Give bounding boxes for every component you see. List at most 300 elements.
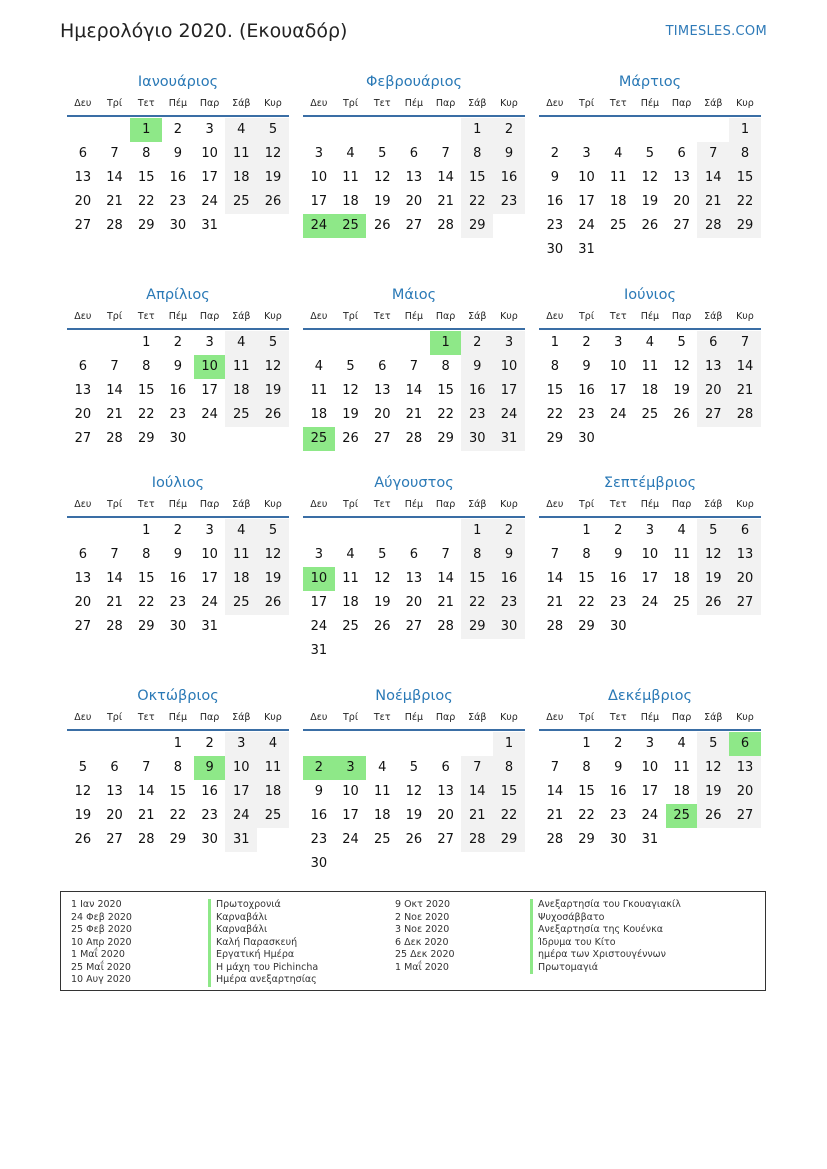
day-cell: 12 [405,784,423,799]
day-cell: 27 [405,218,423,233]
day-cell: 26 [257,403,289,427]
day-cell: 20 [74,595,92,610]
day-cell: 5 [78,760,87,775]
empty-cell [130,732,162,756]
day-cell: 21 [106,407,123,422]
day-cell: 4 [314,359,323,374]
day-cell: 11 [609,170,627,185]
day-cell: 4 [257,732,289,756]
legend-holiday-name: Καρναβάλι [208,924,318,937]
day-cell: 13 [697,355,729,379]
day-cell: 25 [303,427,335,451]
empty-cell [493,214,525,238]
empty-cell [398,852,430,876]
month-name: Νοέμβριος [375,688,453,704]
day-cell: 3 [582,146,591,161]
day-cell: 2 [461,331,493,355]
weekday-label: Παρ [435,311,456,322]
day-grid [303,331,525,451]
day-cell: 16 [461,379,493,403]
day-cell: 29 [437,431,454,446]
day-cell: 17 [641,571,659,586]
day-cell: 1 [142,335,151,350]
day-cell: 10 [201,146,218,161]
day-cell: 27 [405,619,423,634]
day-cell: 19 [257,166,289,190]
day-cell: 5 [257,331,289,355]
empty-cell [398,331,430,355]
day-cell: 12 [641,170,659,185]
empty-cell [634,238,666,262]
day-cell: 6 [677,146,686,161]
day-cell: 21 [106,595,123,610]
day-cell: 3 [645,523,655,538]
legend-names-left [208,899,318,987]
day-cell: 27 [729,591,761,615]
day-cell: 13 [74,170,92,185]
legend-dates-left [71,899,132,987]
day-cell: 23 [169,194,187,209]
month-name: Αύγουστος [374,475,454,491]
day-cell: 12 [697,543,729,567]
day-cell: 26 [74,832,92,847]
day-cell: 12 [697,756,729,780]
day-cell: 30 [609,619,627,634]
day-cell: 2 [173,523,183,538]
day-cell: 16 [493,567,525,591]
day-cell: 26 [697,591,729,615]
day-cell: 5 [697,519,729,543]
weekday-label: Κυρ [500,311,518,322]
empty-cell [602,238,634,262]
day-cell: 5 [645,146,655,161]
day-cell: 11 [225,543,257,567]
day-cell: 28 [137,832,155,847]
day-cell: 14 [546,571,564,586]
weekday-label: Πέμ [640,499,660,510]
weekday-label: Παρ [671,712,692,723]
empty-cell [335,639,367,663]
day-cell: 28 [697,214,729,238]
day-cell: 16 [169,571,187,586]
day-cell: 13 [437,784,454,799]
day-cell: 30 [493,615,525,639]
day-cell: 14 [437,170,454,185]
day-cell: 8 [142,146,151,161]
day-cell: 28 [729,403,761,427]
day-grid [67,519,289,639]
weekday-label: Τετ [137,499,155,510]
day-cell: 7 [550,547,559,562]
day-cell: 28 [461,828,493,852]
day-cell: 1 [729,118,761,142]
weekday-header [539,93,761,117]
weekday-label: Πέμ [404,499,424,510]
legend-date: 1 Ιαν 2020 [71,899,122,910]
day-cell: 29 [137,619,155,634]
empty-cell [634,118,666,142]
day-cell: 4 [677,736,686,751]
weekday-label: Σάβ [232,98,251,109]
day-cell: 22 [137,595,155,610]
day-cell: 15 [578,571,595,586]
day-cell: 23 [493,190,525,214]
day-cell: 19 [697,780,729,804]
day-cell: 3 [335,756,367,780]
weekday-label: Τρί [579,98,595,109]
day-cell: 13 [729,543,761,567]
day-cell: 23 [578,407,595,422]
weekday-header [303,93,525,117]
day-cell: 7 [110,547,119,562]
day-cell: 1 [173,736,183,751]
day-cell: 19 [641,194,659,209]
day-cell: 5 [257,519,289,543]
day-cell: 6 [697,331,729,355]
weekday-label: Τετ [373,499,391,510]
day-cell: 22 [437,407,454,422]
day-cell: 11 [342,571,359,586]
day-cell: 28 [546,832,564,847]
day-cell: 17 [493,379,525,403]
day-cell: 14 [729,355,761,379]
day-cell: 4 [225,519,257,543]
weekday-label: Τρί [579,712,595,723]
day-cell: 23 [546,218,564,233]
empty-cell [257,214,289,238]
weekday-label: Τετ [609,98,627,109]
day-cell: 21 [546,595,564,610]
day-cell: 16 [578,383,595,398]
empty-cell [335,118,367,142]
day-cell: 10 [641,760,659,775]
day-cell: 18 [673,784,690,799]
day-cell: 7 [697,142,729,166]
day-cell: 25 [335,214,367,238]
day-cell: 5 [697,732,729,756]
empty-cell [398,118,430,142]
day-cell: 26 [673,407,690,422]
day-grid [67,118,289,238]
weekday-label: Τρί [107,499,123,510]
empty-cell [335,331,367,355]
day-cell: 25 [257,804,289,828]
weekday-label: Πέμ [168,311,188,322]
weekday-label: Σάβ [468,712,487,723]
day-cell: 25 [666,804,698,828]
day-cell: 12 [257,543,289,567]
day-cell: 10 [225,756,257,780]
day-cell: 7 [110,359,119,374]
day-cell: 4 [346,547,355,562]
day-cell: 3 [225,732,257,756]
day-cell: 11 [673,547,690,562]
day-cell: 11 [342,170,359,185]
day-cell: 29 [578,832,595,847]
day-cell: 29 [461,615,493,639]
day-cell: 14 [437,571,454,586]
day-cell: 31 [641,832,659,847]
month-block [539,284,761,451]
weekday-label: Τετ [137,712,155,723]
day-cell: 3 [205,122,214,137]
weekday-label: Τρί [107,98,123,109]
day-cell: 15 [493,780,525,804]
day-cell: 10 [342,784,359,799]
day-cell: 17 [310,194,328,209]
empty-cell [303,732,335,756]
empty-cell [366,519,398,543]
day-cell: 13 [373,383,391,398]
day-cell: 15 [546,383,564,398]
day-cell: 2 [173,122,183,137]
empty-cell [461,852,493,876]
day-cell: 11 [310,383,328,398]
day-cell: 24 [201,407,218,422]
weekday-label: Σάβ [232,311,251,322]
day-cell: 11 [673,760,690,775]
empty-cell [366,732,398,756]
day-cell: 18 [225,166,257,190]
day-cell: 29 [169,832,187,847]
empty-cell [539,519,571,543]
day-cell: 25 [342,619,359,634]
legend-date: 25 Μαΐ 2020 [71,961,131,973]
empty-cell [67,118,99,142]
brand-link[interactable]: TIMESLES.COM [665,24,767,39]
day-cell: 20 [729,567,761,591]
day-cell: 14 [106,170,123,185]
day-cell: 17 [342,808,359,823]
day-cell: 29 [546,431,564,446]
day-cell: 10 [310,170,328,185]
day-cell: 20 [74,194,92,209]
day-cell: 19 [257,379,289,403]
day-cell: 6 [78,359,87,374]
weekday-label: Παρ [199,499,220,510]
empty-cell [303,118,335,142]
day-cell: 11 [373,784,391,799]
day-cell: 12 [373,170,391,185]
weekday-label: Πέμ [168,499,188,510]
empty-cell [666,427,698,451]
day-cell: 16 [493,166,525,190]
weekday-label: Τρί [343,311,359,322]
empty-cell [430,519,462,543]
empty-cell [539,118,571,142]
day-cell: 14 [461,780,493,804]
weekday-label: Κυρ [500,98,518,109]
day-cell: 3 [205,523,214,538]
month-block [303,685,525,876]
day-cell: 2 [614,523,623,538]
day-cell: 30 [169,619,187,634]
day-cell: 23 [461,403,493,427]
day-cell: 27 [74,431,92,446]
legend-holiday-name: Ανεξαρτησία του Γκουαγιακίλ [530,899,681,912]
day-cell: 29 [461,214,493,238]
empty-cell [729,238,761,262]
day-cell: 7 [550,760,559,775]
day-cell: 23 [201,808,218,823]
weekday-label: Δευ [310,311,328,322]
day-cell: 2 [550,146,559,161]
day-cell: 3 [614,335,623,350]
day-cell: 20 [373,407,391,422]
day-cell: 25 [609,218,627,233]
day-cell: 23 [609,808,627,823]
day-cell: 14 [137,784,155,799]
day-cell: 24 [303,214,335,238]
day-cell: 24 [201,194,218,209]
day-cell: 13 [106,784,123,799]
day-grid [67,732,289,852]
day-cell: 13 [405,571,423,586]
day-cell: 8 [461,142,493,166]
day-cell: 25 [225,591,257,615]
weekday-header [67,306,289,330]
day-cell: 16 [201,784,218,799]
empty-cell [430,852,462,876]
day-cell: 6 [110,760,119,775]
empty-cell [67,331,99,355]
weekday-label: Παρ [671,98,692,109]
day-cell: 8 [493,756,525,780]
empty-cell [257,427,289,451]
day-cell: 18 [257,780,289,804]
day-cell: 16 [609,571,627,586]
day-cell: 6 [409,146,419,161]
day-cell: 30 [578,431,595,446]
day-cell: 1 [582,523,591,538]
day-cell: 9 [173,146,183,161]
empty-cell [99,118,131,142]
day-cell: 23 [310,832,328,847]
day-cell: 24 [641,808,659,823]
weekday-label: Δευ [74,98,92,109]
day-cell: 7 [110,146,119,161]
day-grid [539,732,761,852]
empty-cell [366,852,398,876]
month-name: Οκτώβριος [137,688,219,704]
day-cell: 18 [342,194,359,209]
day-cell: 26 [641,218,659,233]
day-cell: 10 [493,355,525,379]
weekday-label: Δευ [74,712,92,723]
day-cell: 26 [405,832,423,847]
day-cell: 10 [194,355,226,379]
day-cell: 22 [169,808,187,823]
weekday-label: Παρ [671,499,692,510]
day-cell: 2 [614,736,623,751]
empty-cell [257,615,289,639]
day-cell: 11 [225,355,257,379]
empty-cell [335,732,367,756]
empty-cell [539,732,571,756]
legend-dates-right [395,899,455,974]
day-cell: 17 [201,383,218,398]
day-cell: 4 [225,331,257,355]
day-cell: 27 [697,403,729,427]
day-cell: 2 [205,736,214,751]
weekday-label: Τετ [373,311,391,322]
day-cell: 17 [578,194,595,209]
day-cell: 17 [201,170,218,185]
legend-holiday-name: ημέρα των Χριστουγέννων [530,949,681,962]
day-cell: 20 [405,194,423,209]
day-cell: 9 [461,355,493,379]
weekday-label: Σάβ [704,712,723,723]
legend-date: 10 Απρ 2020 [71,936,132,948]
day-cell: 7 [441,146,450,161]
month-name: Μάρτιος [618,74,682,90]
day-cell: 16 [169,170,187,185]
empty-cell [461,639,493,663]
legend-holiday-name: Ημέρα ανεξαρτησίας [208,974,318,987]
day-cell: 15 [137,571,155,586]
day-cell: 25 [641,407,659,422]
day-cell: 24 [493,403,525,427]
day-cell: 21 [546,808,564,823]
day-cell: 8 [142,359,151,374]
day-cell: 18 [641,383,659,398]
day-cell: 31 [310,643,328,658]
empty-cell [335,852,367,876]
day-cell: 26 [373,218,391,233]
day-cell: 6 [441,760,450,775]
day-cell: 13 [74,571,92,586]
weekday-header [303,707,525,731]
day-cell: 6 [729,732,761,756]
weekday-label: Πέμ [404,98,424,109]
day-cell: 19 [673,383,690,398]
day-grid [303,118,525,238]
day-cell: 14 [106,571,123,586]
day-cell: 10 [578,170,595,185]
legend-holiday-name: Πρωτομαγιά [530,962,681,975]
day-cell: 27 [74,218,92,233]
page-title: Ημερολόγιο 2020. (Εκουαδόρ) [60,20,348,42]
day-cell: 17 [225,780,257,804]
day-cell: 21 [106,194,123,209]
day-cell: 6 [409,547,419,562]
weekday-label: Κυρ [500,712,518,723]
weekday-label: Τρί [343,499,359,510]
day-cell: 13 [729,756,761,780]
weekday-label: Παρ [435,499,456,510]
day-cell: 15 [137,383,155,398]
day-cell: 19 [697,567,729,591]
day-cell: 22 [137,194,155,209]
legend-holiday-name: Καρναβάλι [208,912,318,925]
empty-cell [194,427,226,451]
empty-cell [67,519,99,543]
weekday-label: Τετ [137,311,155,322]
day-cell: 10 [609,359,627,374]
legend-holiday-name: Ανεξαρτησία της Κουένκα [530,924,681,937]
day-cell: 8 [461,543,493,567]
weekday-label: Σάβ [468,499,487,510]
day-cell: 30 [201,832,218,847]
weekday-label: Δευ [74,311,92,322]
day-cell: 15 [578,784,595,799]
weekday-label: Σάβ [704,311,723,322]
weekday-label: Τρί [107,311,123,322]
weekday-header [67,707,289,731]
empty-cell [461,732,493,756]
month-block [67,284,289,451]
day-cell: 27 [673,218,690,233]
